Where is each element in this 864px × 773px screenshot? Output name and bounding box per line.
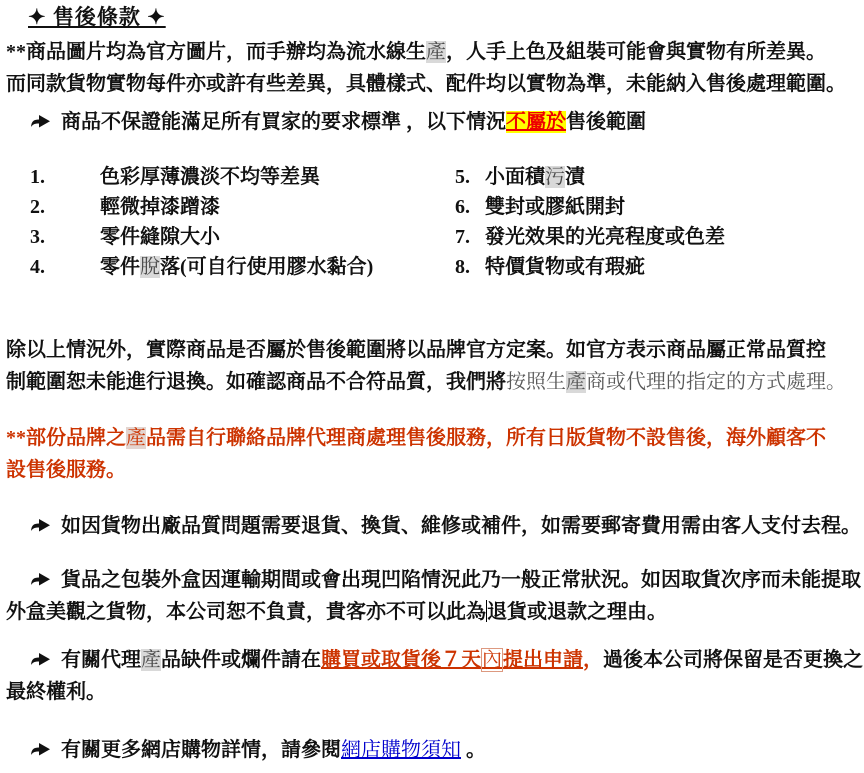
list-item-number: 3. xyxy=(30,226,45,248)
text-run: 雙封或膠紙開封 xyxy=(485,196,625,218)
brand-warning-paragraph xyxy=(6,422,826,486)
paragraph-line xyxy=(6,510,861,542)
text-run: 零件縫隙大小 xyxy=(100,226,220,248)
text-run: 產 xyxy=(426,41,446,63)
heading-text xyxy=(61,111,646,133)
paragraph-line xyxy=(6,596,861,628)
text-run: 最終權利。 xyxy=(6,681,106,703)
list-item-number: 7. xyxy=(455,226,470,248)
missing-parts-notice xyxy=(6,644,863,708)
paragraph-line xyxy=(6,644,863,676)
paragraph-line xyxy=(6,366,846,398)
text-run: 脫 xyxy=(140,256,160,278)
paragraph-line xyxy=(6,106,646,138)
list-item-text xyxy=(100,196,220,218)
text-run: 。 xyxy=(461,739,486,761)
intro-paragraph xyxy=(6,36,846,100)
paragraph-line xyxy=(6,454,826,486)
arrow-bullet-icon xyxy=(30,645,52,677)
list-item-text xyxy=(100,226,220,248)
text-run: 有關更多網店購物詳情，請參閱 xyxy=(61,739,341,761)
list-item-number: 8. xyxy=(455,256,470,278)
exclusions-list-right xyxy=(455,162,725,282)
notice-text xyxy=(61,648,863,672)
notice-text xyxy=(61,569,861,591)
text-run: 設售後服務。 xyxy=(6,459,126,481)
text-run: 有關代理 xyxy=(61,649,141,671)
claim-deadline-link[interactable]: 提出申請 xyxy=(503,649,583,671)
text-run: 商品不保證能滿足所有買家的要求標準 ，以下情況 xyxy=(61,111,506,133)
list-item-text xyxy=(100,166,320,188)
list-item xyxy=(455,162,725,192)
packaging-notice xyxy=(6,564,861,628)
list-item-number: 4. xyxy=(30,256,45,278)
list-item xyxy=(455,252,725,282)
text-run: 品缺件或爛件請在 xyxy=(161,649,321,671)
list-item-text xyxy=(485,256,645,278)
text-run: 如因貨物出廠品質問題需要退貨、換貨、維修或補件，如需要郵寄費用需由客人支付去程。 xyxy=(61,515,861,537)
text-run: 產 xyxy=(566,371,586,393)
arrow-bullet-icon xyxy=(30,565,52,597)
exclusions-list-left xyxy=(30,162,373,282)
text-run: ，人手上色及組裝可能會與實物有所差異。 xyxy=(446,41,826,63)
paragraph-line xyxy=(6,68,846,100)
text-run: **部份品牌之 xyxy=(6,427,126,449)
list-item xyxy=(30,252,373,282)
text-run: 落(可自行使用膠水黏合) xyxy=(160,256,374,278)
text-run: 按照生 xyxy=(506,371,566,393)
return-shipping-notice xyxy=(6,510,861,542)
notice-text xyxy=(61,739,486,761)
arrow-bullet-icon xyxy=(30,735,52,767)
list-item-number: 2. xyxy=(30,196,45,218)
list-item-number: 6. xyxy=(455,196,470,218)
text-run: 零件 xyxy=(100,256,140,278)
text-run: 產 xyxy=(141,649,161,671)
text-run: ， xyxy=(583,649,603,671)
list-item-text xyxy=(485,166,585,188)
text-run: 特價貨物或有瑕疵 xyxy=(485,256,645,278)
list-item-text xyxy=(485,226,725,248)
list-item xyxy=(455,192,725,222)
paragraph-line xyxy=(6,734,486,766)
text-run: 除以上情況外，實際商品是否屬於售後範圍將以品牌官方定案。如官方表示商品屬正常品質控 xyxy=(6,339,826,361)
text-run: 外盒美觀之貨物，本公司恕不負責，貴客亦不可以此為 xyxy=(6,601,486,623)
arrow-bullet-icon xyxy=(30,511,52,543)
claim-deadline-link[interactable]: 購買或取貨後７天 xyxy=(321,649,481,671)
text-run: 污 xyxy=(545,166,565,188)
list-item-number: 5. xyxy=(455,166,470,188)
page-title: ✦ 售後條款 ✦ xyxy=(28,5,166,29)
paragraph-line xyxy=(6,564,861,596)
text-run: 不屬於 xyxy=(506,111,566,133)
arrow-bullet-icon xyxy=(30,107,52,139)
text-run: 發光效果的光亮程度或色差 xyxy=(485,226,725,248)
claim-deadline-link[interactable]: 內 xyxy=(482,649,502,671)
list-item xyxy=(455,222,725,252)
official-decision-paragraph xyxy=(6,334,846,398)
paragraph-line xyxy=(6,676,863,708)
list-item-text xyxy=(485,196,625,218)
paragraph-line xyxy=(6,36,846,68)
text-run: 制範圍恕未能進行退換。如確認商品不合符品質，我們將 xyxy=(6,371,506,393)
notice-text xyxy=(61,515,861,537)
list-item xyxy=(30,222,373,252)
text-run: 品需自行聯絡品牌代理商處理售後服務，所有日版貨物不設售後，海外顧客不 xyxy=(146,427,826,449)
not-covered-heading xyxy=(6,106,646,138)
store-guide-notice xyxy=(6,734,486,766)
text-run: 商或代理的指定的方式處理。 xyxy=(586,371,846,393)
text-run: 貨品之包裝外盒因運輸期間或會出現凹陷情況此乃一般正常狀況。如因取貨次序而未能提取 xyxy=(61,569,861,591)
text-run: 漬 xyxy=(565,166,585,188)
store-guide-link[interactable]: 網店購物須知 xyxy=(341,739,461,761)
list-item xyxy=(30,162,373,192)
text-run: 而同款貨物實物每件亦或許有些差異，具體樣式、配件均以實物為準，未能納入售後處理範圍。 xyxy=(6,73,846,95)
text-run: 小面積 xyxy=(485,166,545,188)
text-run: 輕微掉漆蹭漆 xyxy=(100,196,220,218)
paragraph-line xyxy=(6,334,846,366)
text-run: 色彩厚薄濃淡不均等差異 xyxy=(100,166,320,188)
text-run: 產 xyxy=(126,427,146,449)
list-item xyxy=(30,192,373,222)
text-run: 售後範圍 xyxy=(566,111,646,133)
text-run: 退貨或退款之理由。 xyxy=(487,601,667,623)
text-run: 過後本公司將保留是否更換之 xyxy=(603,649,863,671)
paragraph-line xyxy=(6,422,826,454)
list-item-number: 1. xyxy=(30,166,45,188)
text-run: **商品圖片均為官方圖片，而手辦均為流水線生 xyxy=(6,41,426,63)
list-item-text xyxy=(100,256,373,278)
